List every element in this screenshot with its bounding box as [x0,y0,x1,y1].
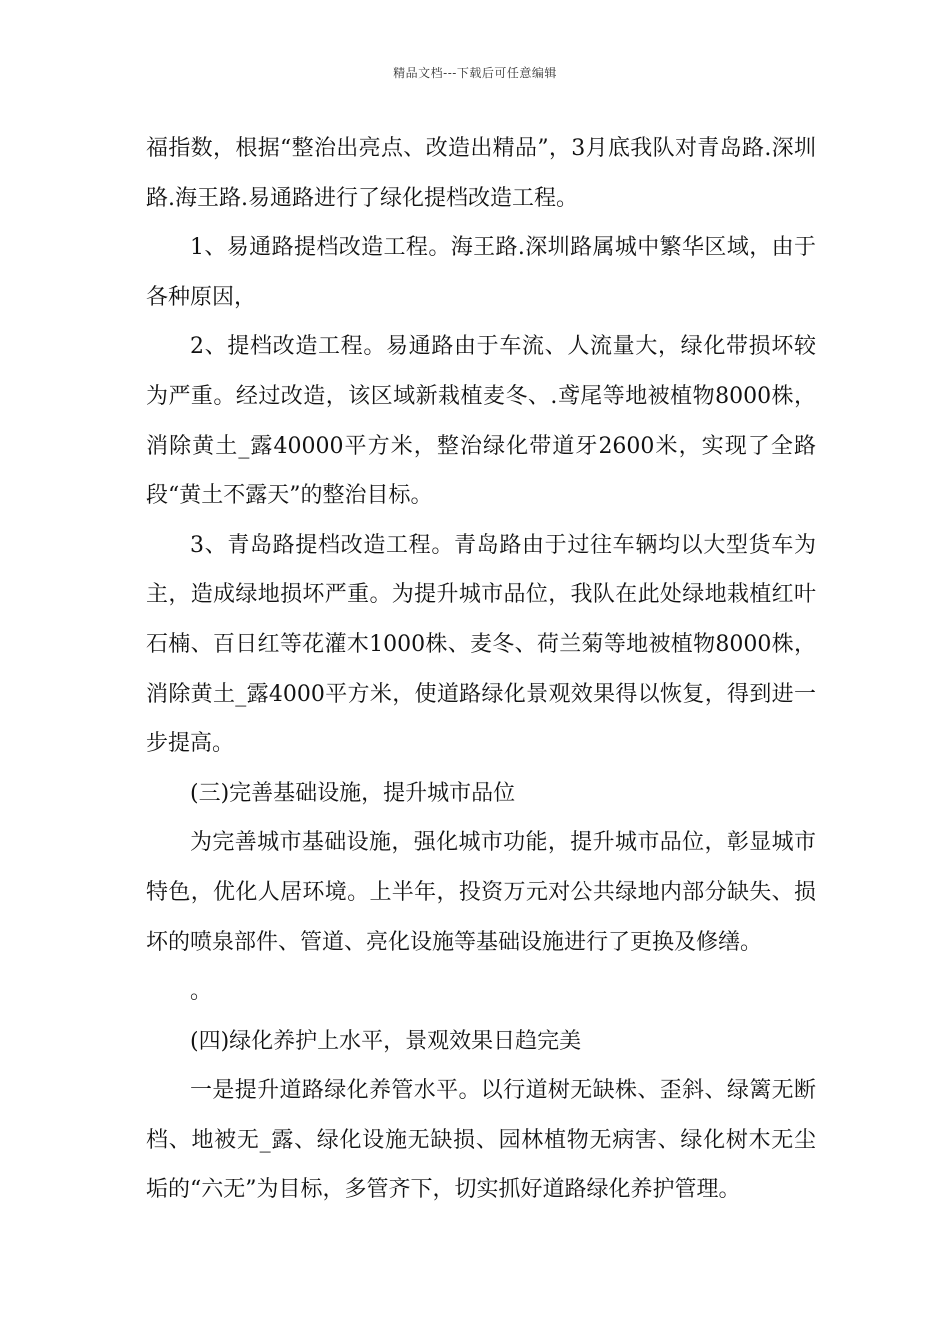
paragraph-period: 。 [190,979,213,1005]
section-heading-4: (四)绿化养护上水平，景观效果日趋完美 [190,1028,582,1054]
paragraph-item-1: 1、易通路提档改造工程。海王路.深圳路属城中繁华区域，由于各种原因， [146,235,816,310]
paragraph-item-2: 2、提档改造工程。易通路由于车流、人流量大，绿化带损坏较为严重。经过改造，该区域新栽植麦冬、.鸢尾等地被植物8000株，消除黄土_露40000平方米，整治绿化带道牙2600米，实现了全路段“黄土不露天”的整治目标。 [146,334,816,509]
section-heading-3: (三)完善基础设施，提升城市品位 [190,780,516,806]
paragraph-item-3: 3、青岛路提档改造工程。青岛路由于过往车辆均以大型货车为主，造成绿地损坏严重。为提升城市品位，我队在此处绿地栽植红叶石楠、百日红等花灌木1000株、麦冬、荷兰菊等地被植物8000株，消除黄土_露4000平方米，使道路绿化景观效果得以恢复，得到进一步提高。 [146,532,816,757]
paragraph-infrastructure: 为完善城市基础设施，强化城市功能，提升城市品位，彰显城市特色，优化人居环境。上半年，投资万元对公共绿地内部分缺失、损坏的喷泉部件、管道、亮化设施等基础设施进行了更换及修缮。 [146,830,816,955]
document-body [146,124,816,1215]
paragraph-maintenance: 一是提升道路绿化养管水平。以行道树无缺株、歪斜、绿篱无断档、地被无_露、绿化设施无缺损、园林植物无病害、绿化树木无尘垢的“六无”为目标，多管齐下，切实抓好道路绿化养护管理。 [146,1078,816,1203]
page-header: 精品文档---下载后可任意编辑 [393,66,557,80]
paragraph-continuation: 福指数，根据“整治出亮点、改造出精品”，3月底我队对青岛路.深圳路.海王路.易通路进行了绿化提档改造工程。 [146,136,816,211]
